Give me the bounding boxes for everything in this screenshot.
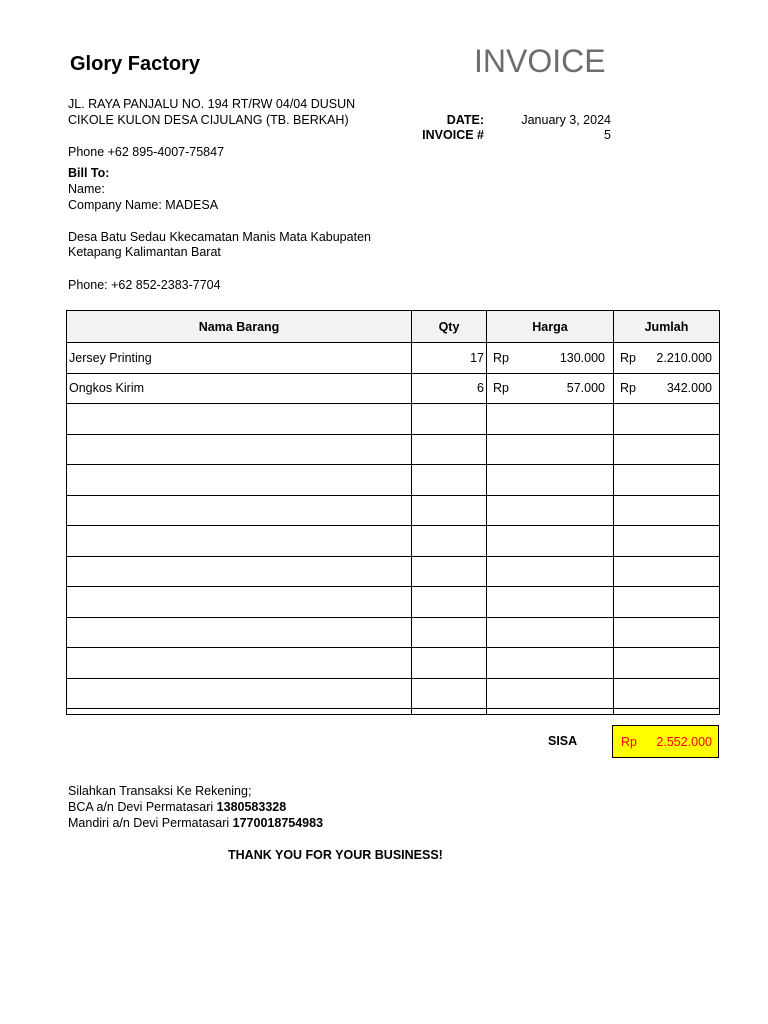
bill-to-company: Company Name: MADESA — [68, 198, 219, 212]
table-row — [67, 434, 720, 465]
item-name — [67, 526, 412, 557]
company-address-line-2: CIKOLE KULON DESA CIJULANG (TB. BERKAH) — [68, 113, 349, 127]
item-harga — [487, 465, 614, 496]
item-jumlah — [614, 617, 720, 648]
item-harga — [487, 343, 614, 374]
item-qty — [412, 648, 487, 679]
bca-account-number: 1380583328 — [216, 800, 287, 814]
item-harga — [487, 526, 614, 557]
item-jumlah — [614, 404, 720, 435]
item-name — [67, 404, 412, 435]
item-name — [67, 465, 412, 496]
item-jumlah — [614, 678, 720, 709]
item-qty — [412, 587, 487, 618]
item-jumlah-currency: Rp — [620, 381, 636, 396]
item-qty — [412, 404, 487, 435]
bill-to-address-line-1: Desa Batu Sedau Kkecamatan Manis Mata Kabupaten — [68, 230, 371, 244]
total-box — [612, 725, 719, 758]
item-harga — [487, 404, 614, 435]
table-row — [67, 465, 720, 496]
date-value: January 3, 2024 — [521, 113, 611, 127]
item-name — [67, 587, 412, 618]
item-name: Ongkos Kirim — [67, 373, 412, 404]
header-qty: Qty — [412, 311, 487, 343]
item-jumlah — [614, 556, 720, 587]
invoice-number-value: 5 — [604, 128, 611, 142]
item-harga — [487, 648, 614, 679]
closing-cell — [67, 709, 412, 715]
item-qty: 6 — [412, 373, 487, 404]
item-harga — [487, 678, 614, 709]
item-harga-value: 57.000 — [566, 381, 605, 396]
item-harga-currency: Rp — [493, 381, 509, 396]
payment-bca — [68, 800, 286, 814]
item-jumlah — [614, 343, 720, 374]
item-qty — [412, 617, 487, 648]
payment-mandiri — [68, 816, 323, 830]
table-row — [67, 556, 720, 587]
item-qty — [412, 556, 487, 587]
bill-to-address-line-2: Ketapang Kalimantan Barat — [68, 245, 221, 259]
header-nama-barang: Nama Barang — [67, 311, 412, 343]
item-name — [67, 617, 412, 648]
mandiri-label: Mandiri a/n Devi Permatasari — [68, 816, 233, 830]
invoice-number-label: INVOICE # — [422, 128, 484, 142]
item-harga — [487, 373, 614, 404]
item-qty: 17 — [412, 343, 487, 374]
bill-to-phone: Phone: +62 852-2383-7704 — [68, 278, 221, 292]
table-row — [67, 526, 720, 557]
item-jumlah-currency: Rp — [620, 350, 636, 365]
closing-cell — [614, 709, 720, 715]
item-harga — [487, 617, 614, 648]
item-jumlah — [614, 526, 720, 557]
table-row — [67, 587, 720, 618]
payment-intro: Silahkan Transaksi Ke Rekening; — [68, 784, 252, 798]
table-row — [67, 495, 720, 526]
item-jumlah — [614, 465, 720, 496]
item-name — [67, 556, 412, 587]
item-name — [67, 648, 412, 679]
table-row — [67, 404, 720, 435]
table-row — [67, 617, 720, 648]
table-row — [67, 678, 720, 709]
table-closing-row — [67, 709, 720, 715]
date-label: DATE: — [446, 113, 484, 127]
item-jumlah — [614, 648, 720, 679]
item-harga-value: 130.000 — [559, 350, 605, 365]
item-qty — [412, 434, 487, 465]
item-harga — [487, 434, 614, 465]
invoice-title: INVOICE — [474, 43, 606, 79]
company-name: Glory Factory — [70, 53, 201, 75]
item-name — [67, 495, 412, 526]
header-harga: Harga — [487, 311, 614, 343]
bca-label: BCA a/n Devi Permatasari — [68, 800, 217, 814]
total-value: 2.552.000 — [656, 734, 712, 749]
total-label: SISA — [548, 734, 578, 748]
item-jumlah — [614, 587, 720, 618]
header-jumlah: Jumlah — [614, 311, 720, 343]
item-harga — [487, 587, 614, 618]
item-qty — [412, 495, 487, 526]
table-row — [67, 648, 720, 679]
table-row — [67, 373, 720, 404]
company-phone: Phone +62 895-4007-75847 — [68, 145, 225, 159]
bill-to-name: Name: — [68, 182, 105, 196]
company-address-line-1: JL. RAYA PANJALU NO. 194 RT/RW 04/04 DUSUN — [68, 97, 356, 111]
item-qty — [412, 526, 487, 557]
item-jumlah — [614, 373, 720, 404]
total-currency: Rp — [621, 734, 637, 749]
closing-cell — [487, 709, 614, 715]
item-name: Jersey Printing — [67, 343, 412, 374]
item-jumlah-value: 2.210.000 — [656, 350, 712, 365]
item-name — [67, 678, 412, 709]
item-jumlah — [614, 434, 720, 465]
item-harga — [487, 556, 614, 587]
item-qty — [412, 465, 487, 496]
table-row — [67, 343, 720, 374]
table-header-row — [67, 311, 720, 343]
item-name — [67, 434, 412, 465]
mandiri-account-number: 1770018754983 — [232, 816, 324, 830]
closing-cell — [412, 709, 487, 715]
bill-to-label: Bill To: — [68, 166, 110, 180]
items-table — [66, 310, 720, 715]
item-harga-currency: Rp — [493, 350, 509, 365]
item-jumlah-value: 342.000 — [666, 381, 712, 396]
item-qty — [412, 678, 487, 709]
item-harga — [487, 495, 614, 526]
item-jumlah — [614, 495, 720, 526]
thank-you-note: THANK YOU FOR YOUR BUSINESS! — [228, 848, 443, 862]
